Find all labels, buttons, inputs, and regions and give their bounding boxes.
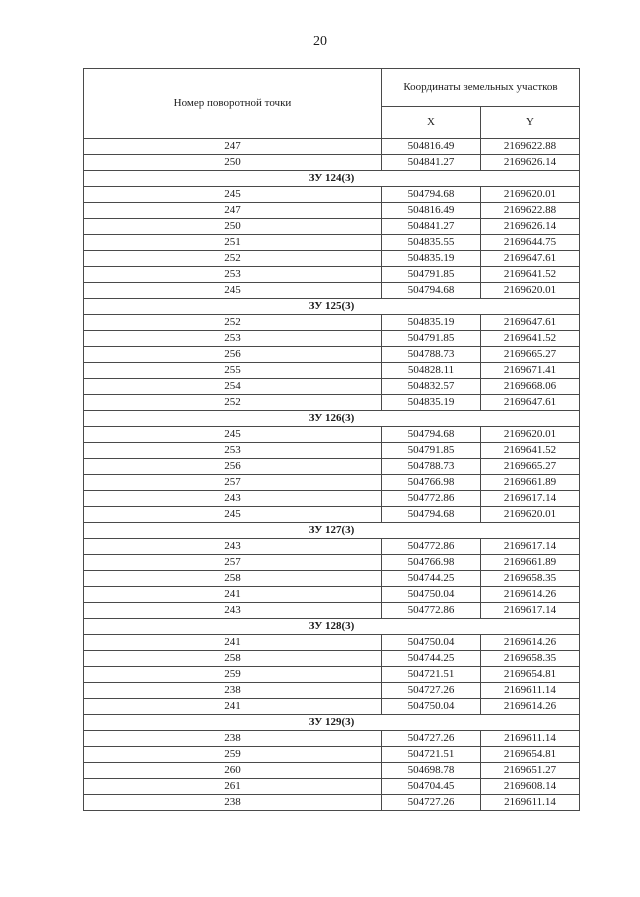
- section-label: ЗУ 128(3): [84, 619, 580, 635]
- table-row: [84, 363, 580, 379]
- table-row: [84, 699, 580, 715]
- point-number-cell: 256: [84, 459, 382, 475]
- y-coordinate-cell: 2169641.52: [481, 267, 580, 283]
- point-number-cell: 241: [84, 699, 382, 715]
- x-coordinate-cell: 504788.73: [382, 347, 481, 363]
- table-row: [84, 651, 580, 667]
- x-coordinate-cell: 504794.68: [382, 427, 481, 443]
- table-row: [84, 731, 580, 747]
- point-number-cell: 241: [84, 587, 382, 603]
- x-coordinate-cell: 504791.85: [382, 331, 481, 347]
- y-coordinate-cell: 2169671.41: [481, 363, 580, 379]
- x-coordinate-cell: 504750.04: [382, 699, 481, 715]
- y-coordinate-cell: 2169647.61: [481, 395, 580, 411]
- point-number-cell: 257: [84, 555, 382, 571]
- x-coordinate-cell: 504816.49: [382, 203, 481, 219]
- table-row: [84, 235, 580, 251]
- page-number: 20: [313, 34, 327, 49]
- point-number-cell: 258: [84, 651, 382, 667]
- section-row: [84, 171, 580, 187]
- point-number-cell: 258: [84, 571, 382, 587]
- section-label: ЗУ 129(3): [84, 715, 580, 731]
- point-number-cell: 252: [84, 315, 382, 331]
- table-row: [84, 555, 580, 571]
- table-row: [84, 395, 580, 411]
- x-coordinate-cell: 504788.73: [382, 459, 481, 475]
- table-row: [84, 427, 580, 443]
- table-row: [84, 379, 580, 395]
- point-number-cell: 254: [84, 379, 382, 395]
- point-number-cell: 243: [84, 539, 382, 555]
- y-coordinate-cell: 2169665.27: [481, 459, 580, 475]
- y-coordinate-cell: 2169622.88: [481, 139, 580, 155]
- x-coordinate-cell: 504791.85: [382, 443, 481, 459]
- table-row: [84, 667, 580, 683]
- y-coordinate-cell: 2169661.89: [481, 475, 580, 491]
- y-coordinate-cell: 2169617.14: [481, 491, 580, 507]
- table-row: [84, 779, 580, 795]
- y-coordinate-cell: 2169611.14: [481, 731, 580, 747]
- point-number-cell: 247: [84, 203, 382, 219]
- point-number-cell: 253: [84, 267, 382, 283]
- y-coordinate-cell: 2169617.14: [481, 539, 580, 555]
- x-coordinate-cell: 504727.26: [382, 683, 481, 699]
- x-coordinate-cell: 504816.49: [382, 139, 481, 155]
- y-coordinate-cell: 2169620.01: [481, 283, 580, 299]
- table-row: [84, 443, 580, 459]
- table-row: [84, 683, 580, 699]
- x-coordinate-cell: 504744.25: [382, 571, 481, 587]
- point-number-cell: 250: [84, 155, 382, 171]
- table-row: [84, 219, 580, 235]
- y-coordinate-cell: 2169647.61: [481, 315, 580, 331]
- point-number-cell: 238: [84, 795, 382, 811]
- table-row: [84, 347, 580, 363]
- x-coordinate-cell: 504727.26: [382, 731, 481, 747]
- point-number-cell: 243: [84, 603, 382, 619]
- point-number-cell: 247: [84, 139, 382, 155]
- x-coordinate-cell: 504772.86: [382, 603, 481, 619]
- y-coordinate-cell: 2169654.81: [481, 747, 580, 763]
- header-y: Y: [481, 107, 580, 139]
- x-coordinate-cell: 504766.98: [382, 555, 481, 571]
- y-coordinate-cell: 2169665.27: [481, 347, 580, 363]
- table-header: [84, 69, 580, 139]
- x-coordinate-cell: 504750.04: [382, 635, 481, 651]
- section-label: ЗУ 125(3): [84, 299, 580, 315]
- point-number-cell: 261: [84, 779, 382, 795]
- y-coordinate-cell: 2169614.26: [481, 587, 580, 603]
- x-coordinate-cell: 504721.51: [382, 667, 481, 683]
- x-coordinate-cell: 504791.85: [382, 267, 481, 283]
- section-row: [84, 299, 580, 315]
- x-coordinate-cell: 504835.19: [382, 315, 481, 331]
- point-number-cell: 259: [84, 747, 382, 763]
- coordinates-table: [83, 68, 580, 811]
- x-coordinate-cell: 504828.11: [382, 363, 481, 379]
- table-body: [84, 139, 580, 811]
- y-coordinate-cell: 2169614.26: [481, 635, 580, 651]
- point-number-cell: 252: [84, 251, 382, 267]
- point-number-cell: 259: [84, 667, 382, 683]
- y-coordinate-cell: 2169620.01: [481, 187, 580, 203]
- point-number-cell: 245: [84, 507, 382, 523]
- table-row: [84, 283, 580, 299]
- table-row: [84, 603, 580, 619]
- x-coordinate-cell: 504841.27: [382, 219, 481, 235]
- table-row: [84, 267, 580, 283]
- x-coordinate-cell: 504772.86: [382, 491, 481, 507]
- x-coordinate-cell: 504704.45: [382, 779, 481, 795]
- y-coordinate-cell: 2169644.75: [481, 235, 580, 251]
- table-row: [84, 539, 580, 555]
- x-coordinate-cell: 504772.86: [382, 539, 481, 555]
- y-coordinate-cell: 2169622.88: [481, 203, 580, 219]
- table-row: [84, 139, 580, 155]
- y-coordinate-cell: 2169647.61: [481, 251, 580, 267]
- point-number-cell: 241: [84, 635, 382, 651]
- table-row: [84, 635, 580, 651]
- y-coordinate-cell: 2169641.52: [481, 331, 580, 347]
- y-coordinate-cell: 2169611.14: [481, 795, 580, 811]
- table-row: [84, 795, 580, 811]
- y-coordinate-cell: 2169658.35: [481, 571, 580, 587]
- y-coordinate-cell: 2169611.14: [481, 683, 580, 699]
- x-coordinate-cell: 504794.68: [382, 507, 481, 523]
- section-row: [84, 715, 580, 731]
- point-number-cell: 257: [84, 475, 382, 491]
- section-label: ЗУ 127(3): [84, 523, 580, 539]
- point-number-cell: 245: [84, 283, 382, 299]
- table-row: [84, 251, 580, 267]
- table-row: [84, 187, 580, 203]
- point-number-cell: 245: [84, 187, 382, 203]
- section-label: ЗУ 124(3): [84, 171, 580, 187]
- y-coordinate-cell: 2169658.35: [481, 651, 580, 667]
- point-number-cell: 251: [84, 235, 382, 251]
- x-coordinate-cell: 504835.55: [382, 235, 481, 251]
- x-coordinate-cell: 504727.26: [382, 795, 481, 811]
- point-number-cell: 245: [84, 427, 382, 443]
- x-coordinate-cell: 504794.68: [382, 187, 481, 203]
- x-coordinate-cell: 504832.57: [382, 379, 481, 395]
- x-coordinate-cell: 504835.19: [382, 251, 481, 267]
- x-coordinate-cell: 504721.51: [382, 747, 481, 763]
- y-coordinate-cell: 2169617.14: [481, 603, 580, 619]
- y-coordinate-cell: 2169668.06: [481, 379, 580, 395]
- section-row: [84, 619, 580, 635]
- x-coordinate-cell: 504794.68: [382, 283, 481, 299]
- point-number-cell: 260: [84, 763, 382, 779]
- point-number-cell: 256: [84, 347, 382, 363]
- y-coordinate-cell: 2169608.14: [481, 779, 580, 795]
- point-number-cell: 253: [84, 443, 382, 459]
- table-row: [84, 747, 580, 763]
- table-row: [84, 507, 580, 523]
- header-x: X: [382, 107, 481, 139]
- y-coordinate-cell: 2169641.52: [481, 443, 580, 459]
- y-coordinate-cell: 2169654.81: [481, 667, 580, 683]
- y-coordinate-cell: 2169620.01: [481, 427, 580, 443]
- table-row: [84, 571, 580, 587]
- point-number-cell: 238: [84, 683, 382, 699]
- section-row: [84, 523, 580, 539]
- table-row: [84, 203, 580, 219]
- table-row: [84, 315, 580, 331]
- x-coordinate-cell: 504698.78: [382, 763, 481, 779]
- y-coordinate-cell: 2169661.89: [481, 555, 580, 571]
- x-coordinate-cell: 504750.04: [382, 587, 481, 603]
- point-number-cell: 255: [84, 363, 382, 379]
- y-coordinate-cell: 2169651.27: [481, 763, 580, 779]
- table-row: [84, 491, 580, 507]
- table-row: [84, 475, 580, 491]
- point-number-cell: 243: [84, 491, 382, 507]
- header-coordinates-group: Координаты земельных участков: [382, 69, 580, 107]
- section-row: [84, 411, 580, 427]
- point-number-cell: 253: [84, 331, 382, 347]
- y-coordinate-cell: 2169614.26: [481, 699, 580, 715]
- table-row: [84, 331, 580, 347]
- section-label: ЗУ 126(3): [84, 411, 580, 427]
- table-row: [84, 459, 580, 475]
- y-coordinate-cell: 2169620.01: [481, 507, 580, 523]
- x-coordinate-cell: 504841.27: [382, 155, 481, 171]
- x-coordinate-cell: 504835.19: [382, 395, 481, 411]
- table-row: [84, 155, 580, 171]
- header-point-number: Номер поворотной точки: [84, 69, 382, 139]
- point-number-cell: 252: [84, 395, 382, 411]
- point-number-cell: 250: [84, 219, 382, 235]
- point-number-cell: 238: [84, 731, 382, 747]
- table-row: [84, 587, 580, 603]
- x-coordinate-cell: 504766.98: [382, 475, 481, 491]
- y-coordinate-cell: 2169626.14: [481, 155, 580, 171]
- table-row: [84, 763, 580, 779]
- y-coordinate-cell: 2169626.14: [481, 219, 580, 235]
- x-coordinate-cell: 504744.25: [382, 651, 481, 667]
